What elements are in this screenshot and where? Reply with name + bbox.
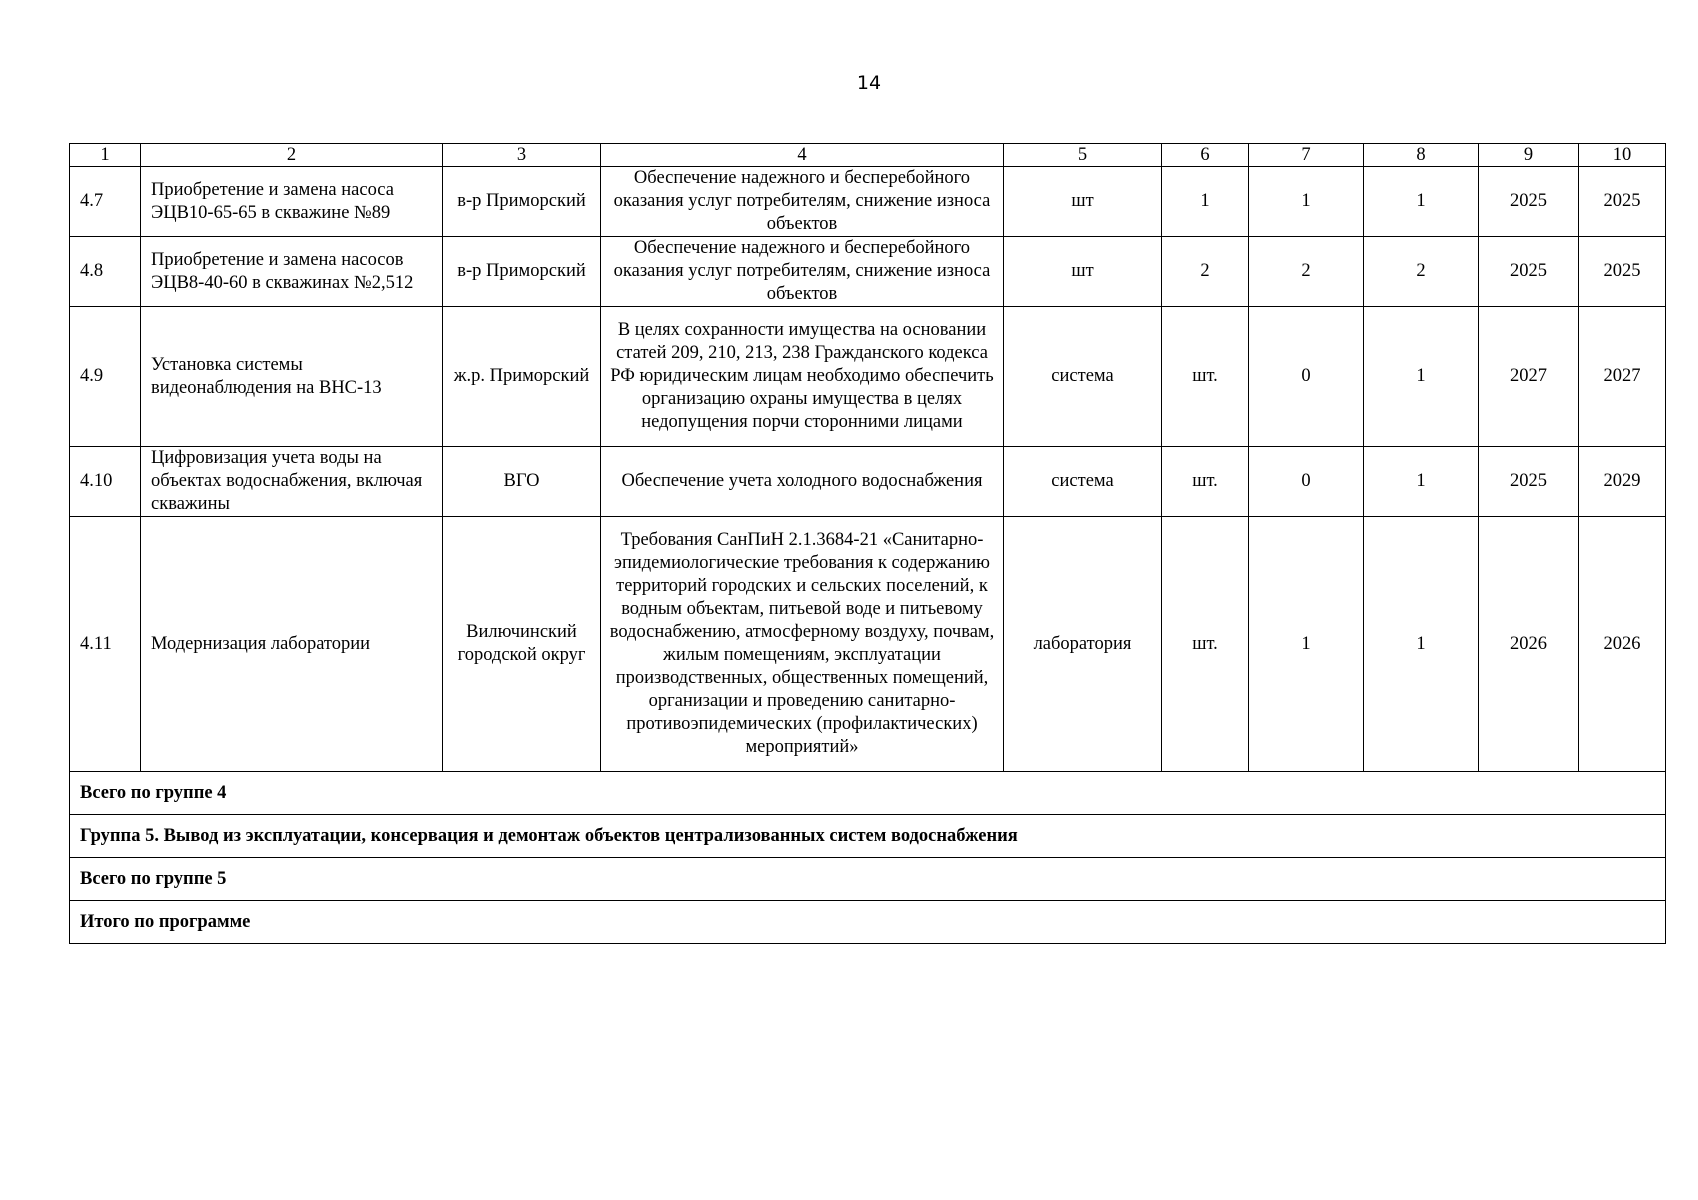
row-location: Вилючинский городской округ	[443, 517, 601, 772]
header-cell: 2	[141, 144, 443, 167]
row-col8: 1	[1364, 447, 1479, 517]
row-col6: 2	[1162, 237, 1249, 307]
row-number: 4.9	[70, 307, 141, 447]
row-col5: система	[1004, 307, 1162, 447]
header-cell: 8	[1364, 144, 1479, 167]
table-row	[70, 237, 1666, 307]
table-row	[70, 167, 1666, 237]
row-col10: 2025	[1579, 167, 1666, 237]
summary-program-total: Итого по программе	[70, 901, 1666, 944]
row-col9: 2025	[1479, 447, 1579, 517]
row-col5: лаборатория	[1004, 517, 1162, 772]
summary-row	[70, 858, 1666, 901]
table-row	[70, 307, 1666, 447]
row-col6: шт.	[1162, 447, 1249, 517]
row-col9: 2026	[1479, 517, 1579, 772]
row-col6: 1	[1162, 167, 1249, 237]
row-col7: 0	[1249, 447, 1364, 517]
summary-total-group-4: Всего по группе 4	[70, 772, 1666, 815]
header-row	[70, 144, 1666, 167]
row-number: 4.7	[70, 167, 141, 237]
header-cell: 1	[70, 144, 141, 167]
header-cell: 4	[601, 144, 1004, 167]
header-cell: 6	[1162, 144, 1249, 167]
row-col7: 2	[1249, 237, 1364, 307]
row-number: 4.10	[70, 447, 141, 517]
row-location: ВГО	[443, 447, 601, 517]
summary-row	[70, 901, 1666, 944]
row-col9: 2025	[1479, 167, 1579, 237]
summary-group-5-title: Группа 5. Вывод из эксплуатации, консервация и демонтаж объектов централизованных систем водоснабжения	[70, 815, 1666, 858]
row-name: Установка системы видеонаблюдения на ВНС-13	[141, 307, 443, 447]
row-col9: 2025	[1479, 237, 1579, 307]
page-number: 14	[856, 72, 882, 94]
row-col10: 2027	[1579, 307, 1666, 447]
header-cell: 7	[1249, 144, 1364, 167]
table-row	[70, 517, 1666, 772]
header-cell: 5	[1004, 144, 1162, 167]
program-table	[69, 143, 1666, 944]
row-col8: 1	[1364, 517, 1479, 772]
row-col10: 2025	[1579, 237, 1666, 307]
row-number: 4.8	[70, 237, 141, 307]
row-location: в-р Приморский	[443, 237, 601, 307]
summary-row	[70, 815, 1666, 858]
row-justification: Обеспечение надежного и бесперебойного оказания услуг потребителям, снижение износа объектов	[601, 167, 1004, 237]
row-justification: В целях сохранности имущества на основании статей 209, 210, 213, 238 Гражданского кодекса РФ юридическим лицам необходимо обеспечить организацию охраны имущества в целях недопущения порчи сторонними лицами	[601, 307, 1004, 447]
summary-total-group-5: Всего по группе 5	[70, 858, 1666, 901]
row-location: ж.р. Приморский	[443, 307, 601, 447]
row-justification: Требования СанПиН 2.1.3684-21 «Санитарно-эпидемиологические требования к содержанию территорий городских и сельских поселений, к водным объектам, питьевой воде и питьевому водоснабжению, атмосферному воздуху, почвам, жилым помещениям, эксплуатации производственных, общественных помещений, организации и проведению санитарно-противоэпидемических (профилактических) мероприятий»	[601, 517, 1004, 772]
row-col5: шт	[1004, 237, 1162, 307]
row-col8: 2	[1364, 237, 1479, 307]
row-number: 4.11	[70, 517, 141, 772]
row-col7: 1	[1249, 167, 1364, 237]
row-justification: Обеспечение учета холодного водоснабжения	[601, 447, 1004, 517]
header-cell: 9	[1479, 144, 1579, 167]
row-col5: шт	[1004, 167, 1162, 237]
row-name: Модернизация лаборатории	[141, 517, 443, 772]
header-cell: 10	[1579, 144, 1666, 167]
row-name: Приобретение и замена насосов ЭЦВ8-40-60 в скважинах №2,512	[141, 237, 443, 307]
row-col7: 0	[1249, 307, 1364, 447]
row-col8: 1	[1364, 167, 1479, 237]
summary-row	[70, 772, 1666, 815]
row-col6: шт.	[1162, 517, 1249, 772]
row-name: Цифровизация учета воды на объектах водоснабжения, включая скважины	[141, 447, 443, 517]
row-col5: система	[1004, 447, 1162, 517]
row-col10: 2029	[1579, 447, 1666, 517]
table-row	[70, 447, 1666, 517]
row-name: Приобретение и замена насоса ЭЦВ10-65-65 в скважине №89	[141, 167, 443, 237]
row-justification: Обеспечение надежного и бесперебойного оказания услуг потребителям, снижение износа объектов	[601, 237, 1004, 307]
header-cell: 3	[443, 144, 601, 167]
row-col9: 2027	[1479, 307, 1579, 447]
row-col8: 1	[1364, 307, 1479, 447]
row-col10: 2026	[1579, 517, 1666, 772]
row-location: в-р Приморский	[443, 167, 601, 237]
row-col7: 1	[1249, 517, 1364, 772]
row-col6: шт.	[1162, 307, 1249, 447]
